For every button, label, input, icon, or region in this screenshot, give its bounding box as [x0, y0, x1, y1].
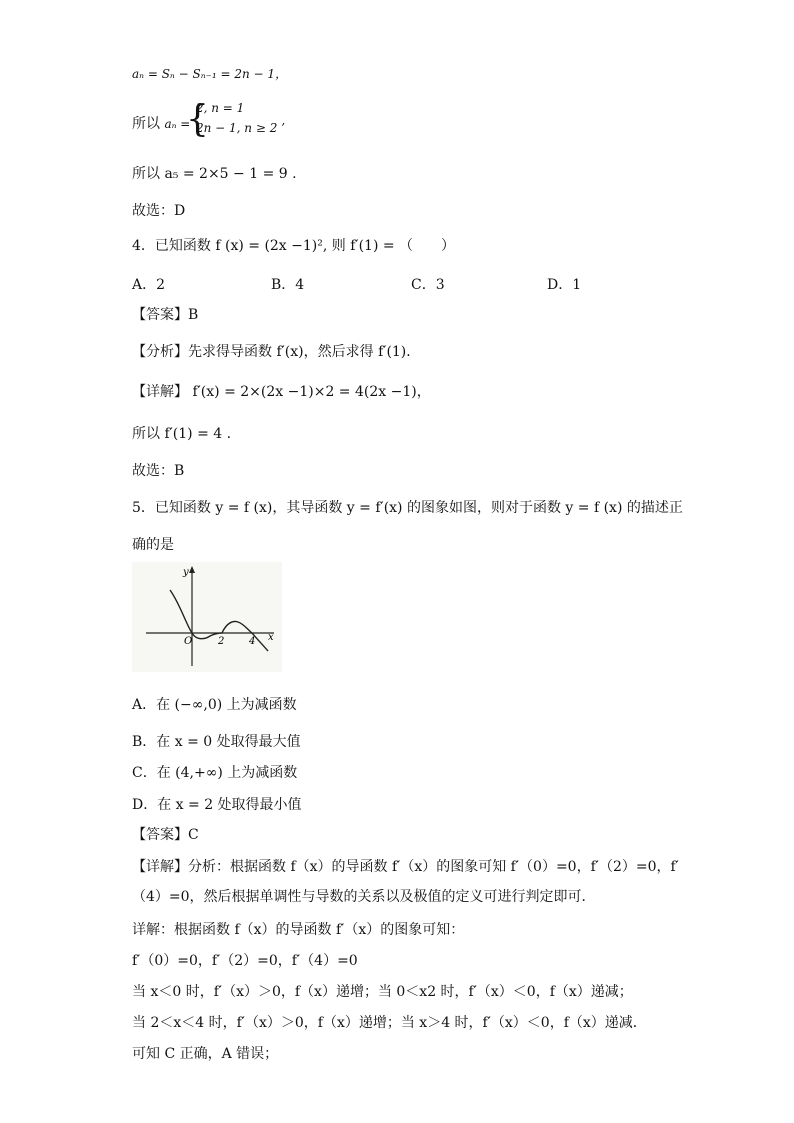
an-var: aₙ = [164, 117, 191, 131]
so-label [132, 114, 190, 134]
q4-option-d: D．1 [547, 277, 582, 293]
graph-background [132, 562, 282, 672]
piecewise-case-1: 2, n = 1 [196, 101, 245, 115]
q4-option-a: A．2 [132, 277, 166, 293]
question-5-line-2: 确的是 [132, 537, 174, 553]
formula-an: aₙ = Sₙ − Sₙ₋₁ = 2n − 1， [132, 67, 288, 81]
question-4: 4．已知函数 f (x) = (2x −1)², 则 f′(1) = （ ） [132, 238, 456, 254]
a5-result: 所以 a₅ = 2×5 − 1 = 9 . [132, 166, 297, 182]
q4-detail: 【详解】 f′(x) = 2×(2x −1)×2 = 4(2x −1)， [132, 384, 431, 400]
q4-answer: 【答案】B [132, 307, 199, 323]
q5-option-d: D．在 x = 2 处取得最小值 [132, 797, 302, 813]
x-axis-label: x [268, 632, 274, 643]
q5-detail-5: 当 x＜0 时，f′（x）＞0，f（x）递增；当 0＜x2 时，f′（x）＜0，f（x）递减； [132, 984, 633, 1000]
q4-option-b: B．4 [271, 277, 305, 293]
q5-option-b: B．在 x = 0 处取得最大值 [132, 734, 301, 750]
q5-option-c: C．在 (4,+∞) 上为减函数 [132, 765, 298, 781]
piecewise-brace: { [186, 99, 209, 140]
tick-4-label: 4 [249, 636, 256, 647]
q5-detail-2: （4）=0，然后根据单调性与导数的关系以及极值的定义可进行判定即可． [132, 889, 596, 905]
q4-option-c: C．3 [411, 277, 445, 293]
so-prefix: 所以 [132, 116, 160, 132]
q5-option-a: A．在 (−∞,0) 上为减函数 [132, 697, 297, 713]
q5-detail-4: f′（0）=0，f′（2）=0，f′（4）=0 [132, 953, 358, 969]
derivative-graph [132, 562, 282, 672]
piecewise-case-2: 2n − 1, n ≥ 2 ’ [196, 121, 285, 135]
q5-detail-6: 当 2＜x＜4 时，f′（x）＞0，f（x）递增；当 x＞4 时，f′（x）＜0，f（x）递减． [132, 1015, 647, 1031]
q4-conclusion: 所以 f′(1) = 4 . [132, 426, 232, 442]
origin-label: O [184, 636, 193, 647]
q5-detail-7: 可知 C 正确，A 错误； [132, 1046, 279, 1062]
y-axis-label: y [183, 567, 189, 578]
question-5-line-1: 5．已知函数 y = f (x)，其导函数 y = f′(x) 的图象如图，则对于函数 y = f (x) 的描述正 [132, 500, 683, 516]
q5-detail-1: 【详解】分析：根据函数 f（x）的导函数 f′（x）的图象可知 f′（0）=0，f′（2）=0，f′ [132, 859, 679, 875]
choice-d: 故选：D [132, 203, 186, 219]
q4-analysis: 【分析】先求得导函数 f′(x)，然后求得 f′(1)． [132, 344, 421, 360]
q4-choice: 故选：B [132, 463, 185, 479]
q5-detail-3: 详解：根据函数 f（x）的导函数 f′（x）的图象可知： [132, 922, 465, 938]
q5-answer: 【答案】C [132, 827, 199, 843]
tick-2-label: 2 [218, 636, 225, 647]
